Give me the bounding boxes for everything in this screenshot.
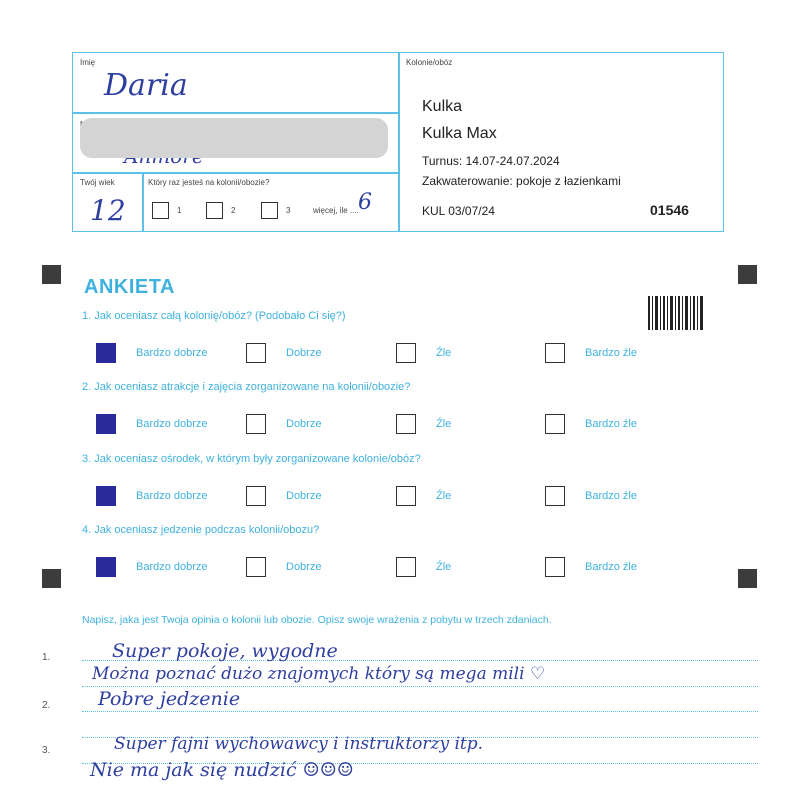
name-label: Imię [80, 58, 96, 67]
registration-marker [738, 569, 757, 588]
rating-option-label: Bardzo źle [585, 490, 637, 502]
rating-checkbox[interactable] [246, 486, 266, 506]
registration-marker [42, 265, 61, 284]
line-number: 3. [42, 745, 51, 756]
question-text: 2. Jak oceniasz atrakcje i zajęcia zorganizowane na kolonii/obozie? [82, 381, 411, 393]
times-checkbox-3[interactable] [261, 202, 278, 219]
name-value[interactable]: Daria [104, 68, 188, 103]
rating-checkbox[interactable] [96, 557, 116, 577]
rating-checkbox[interactable] [246, 414, 266, 434]
times-checkbox-1[interactable] [152, 202, 169, 219]
camp-code: KUL 03/07/24 [422, 204, 495, 218]
question-text: 3. Jak oceniasz ośrodek, w którym były zorganizowane kolonie/obóz? [82, 453, 421, 465]
answer-text[interactable]: Można poznać dużo znajomych który są mega mili ♡ [92, 664, 546, 684]
answer-line [82, 711, 758, 712]
question-text: 4. Jak oceniasz jedzenie podczas kolonii/obozu? [82, 524, 320, 536]
rating-checkbox[interactable] [545, 343, 565, 363]
times-checkbox-2[interactable] [206, 202, 223, 219]
rating-option-label: Źle [436, 418, 452, 430]
answer-text[interactable]: Nie ma jak się nudzić ☺☺☺ [90, 759, 354, 781]
opinion-prompt: Napisz, jaka jest Twoja opinia o kolonii lub obozie. Opisz swoje wrażenia z pobytu w trzech zdaniach. [82, 614, 552, 626]
rating-checkbox[interactable] [545, 486, 565, 506]
rating-checkbox[interactable] [396, 486, 416, 506]
rating-checkbox[interactable] [96, 343, 116, 363]
rating-option-label: Bardzo dobrze [136, 561, 208, 573]
registration-marker [738, 265, 757, 284]
rating-checkbox[interactable] [396, 414, 416, 434]
times-option-label: 2 [231, 206, 236, 215]
header-col-divider [142, 172, 144, 232]
rating-checkbox[interactable] [396, 557, 416, 577]
rating-checkbox[interactable] [545, 414, 565, 434]
camp-name: Kulka [422, 98, 463, 115]
more-label: więcej, ile .... [313, 206, 359, 215]
answer-text[interactable]: Pobre jedzenie [98, 688, 241, 710]
rating-option-label: Bardzo źle [585, 347, 637, 359]
rating-option-label: Bardzo dobrze [136, 490, 208, 502]
rating-checkbox[interactable] [96, 414, 116, 434]
more-value[interactable]: 6 [358, 190, 372, 215]
camp-full-name: Kulka Max [422, 125, 497, 142]
rating-option-label: Źle [436, 347, 452, 359]
header-row-divider [72, 112, 398, 114]
answer-text[interactable]: Super fajni wychowawcy i instruktorzy itp. [114, 734, 484, 754]
header-divider [398, 52, 400, 232]
rating-option-label: Bardzo źle [585, 561, 637, 573]
rating-option-label: Dobrze [286, 490, 322, 502]
rating-checkbox[interactable] [545, 557, 565, 577]
camp-label: Kolonie/obóz [406, 58, 453, 67]
form-number: 01546 [650, 202, 689, 218]
age-value[interactable]: 12 [90, 194, 126, 227]
rating-option-label: Dobrze [286, 561, 322, 573]
line-number: 1. [42, 652, 51, 663]
registration-marker [42, 569, 61, 588]
header-row-divider [72, 172, 398, 174]
answer-line [82, 686, 758, 687]
line-number: 2. [42, 700, 51, 711]
rating-option-label: Dobrze [286, 347, 322, 359]
rating-option-label: Źle [436, 490, 452, 502]
accommodation: Zakwaterowanie: pokoje z łazienkami [422, 174, 621, 188]
rating-option-label: Bardzo dobrze [136, 347, 208, 359]
rating-option-label: Bardzo dobrze [136, 418, 208, 430]
turnus: Turnus: 14.07-24.07.2024 [422, 154, 560, 168]
times-option-label: 1 [177, 206, 182, 215]
rating-option-label: Bardzo źle [585, 418, 637, 430]
barcode-icon [648, 296, 704, 330]
times-option-label: 3 [286, 206, 291, 215]
rating-checkbox[interactable] [246, 343, 266, 363]
times-label: Który raz jesteś na kolonii/obozie? [148, 178, 270, 187]
rating-checkbox[interactable] [396, 343, 416, 363]
survey-title: ANKIETA [84, 276, 175, 298]
rating-checkbox[interactable] [246, 557, 266, 577]
rating-checkbox[interactable] [96, 486, 116, 506]
redaction-bar [80, 118, 388, 158]
rating-option-label: Dobrze [286, 418, 322, 430]
question-text: 1. Jak oceniasz całą kolonię/obóz? (Podobało Ci się?) [82, 310, 346, 322]
answer-text[interactable]: Super pokoje, wygodne [112, 640, 338, 662]
age-label: Twój wiek [80, 178, 115, 187]
rating-option-label: Źle [436, 561, 452, 573]
